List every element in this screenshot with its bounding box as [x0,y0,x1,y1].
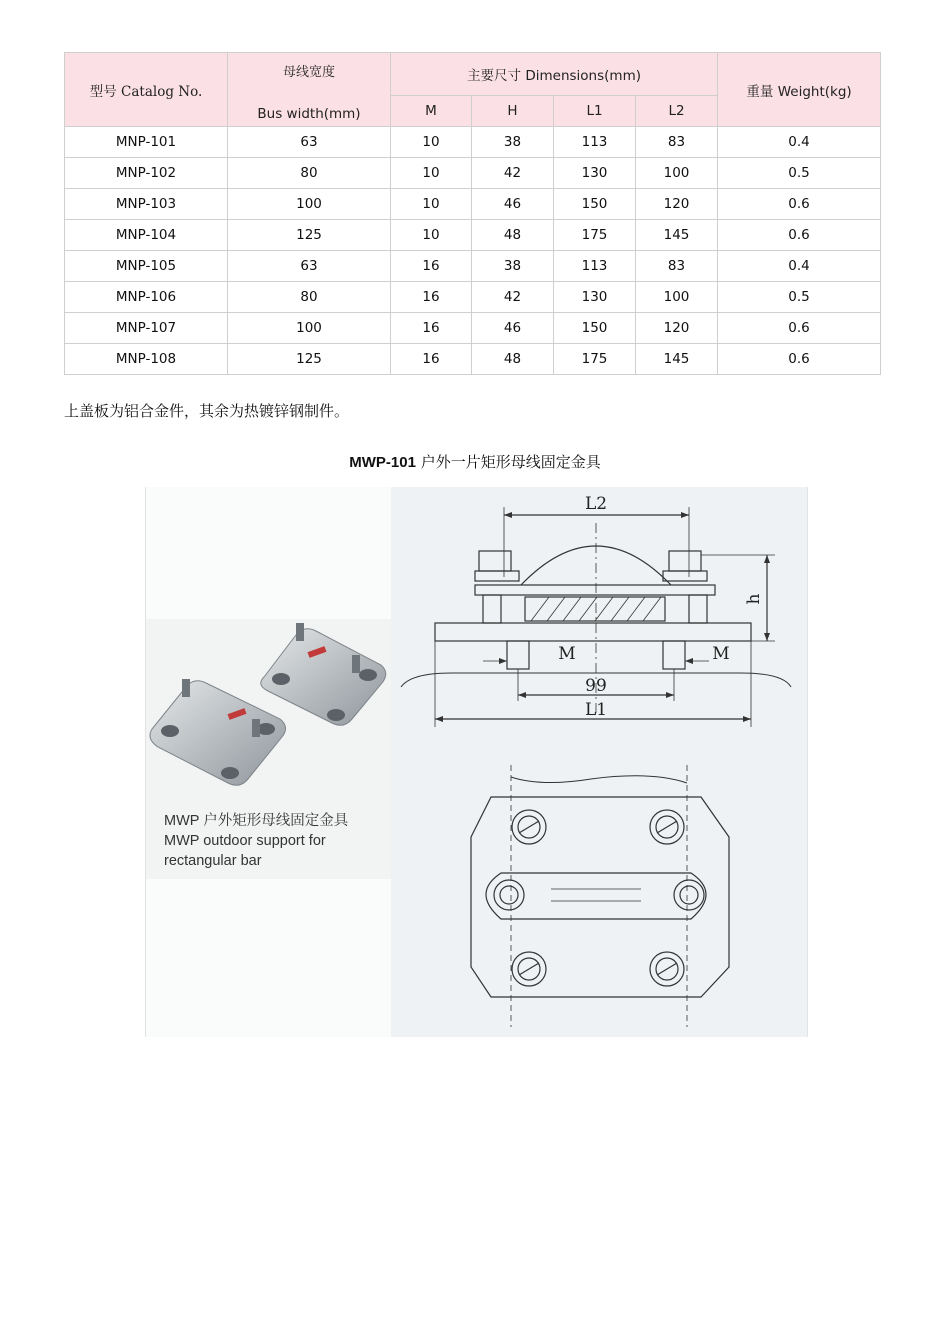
cell-h: 46 [472,189,554,220]
photo-caption [164,811,348,871]
cell-l2: 145 [636,220,718,251]
cell-h: 38 [472,251,554,282]
header-bus-width [228,53,391,127]
header-catalog [65,53,228,127]
label-m-right: M [712,644,730,664]
product-photo [146,619,391,879]
product-figure [145,487,808,1037]
cell-catalog: MNP-108 [65,344,228,375]
cell-weight: 0.5 [718,158,881,189]
spacer-right [689,595,707,623]
cell-h: 42 [472,158,554,189]
cell-weight: 0.4 [718,127,881,158]
cell-l1: 175 [554,220,636,251]
cell-l2: 120 [636,313,718,344]
label-m-left: M [558,644,576,664]
photo-caption-cn: MWP 户外矩形母线固定金具 [164,813,349,829]
cell-l1: 130 [554,158,636,189]
label-spacing: 99 [585,676,607,696]
l1-arrow-right [743,716,751,722]
cell-catalog: MNP-107 [65,313,228,344]
cell-h: 48 [472,220,554,251]
material-note: 上盖板为铝合金件，其余为热镀锌钢制件。 [64,402,350,420]
bolt-head-left [479,551,511,571]
cell-l2: 83 [636,251,718,282]
cell-m: 10 [391,158,472,189]
cell-weight: 0.5 [718,282,881,313]
l1-arrow-left [435,716,443,722]
cell-catalog: MNP-105 [65,251,228,282]
header-dimensions [391,53,718,96]
cell-m: 16 [391,251,472,282]
header-dimensions-label: 主要尺寸 Dimensions(mm) [467,68,641,84]
drawing-svg [391,487,807,1037]
cell-m: 10 [391,220,472,251]
table-row [65,282,881,313]
spacer-left [483,595,501,623]
cell-h: 46 [472,313,554,344]
cell-l1: 113 [554,251,636,282]
header-h: H [472,96,554,127]
cell-bus-width: 80 [228,158,391,189]
plan-view [471,765,729,1027]
clamp-plate [475,585,715,595]
header-bus-width-cn: 母线宽度 [282,65,335,80]
plan-break-line [511,776,687,783]
cell-bus-width: 100 [228,189,391,220]
header-m: M [391,96,472,127]
cell-bus-width: 63 [228,127,391,158]
cell-l1: 175 [554,344,636,375]
cell-catalog: MNP-106 [65,282,228,313]
cell-weight: 0.6 [718,313,881,344]
spacing-arrow-left [518,692,526,698]
table-row [65,220,881,251]
cell-l1: 130 [554,282,636,313]
washer-left [475,571,519,581]
cell-l2: 83 [636,127,718,158]
bolt-shank-right [663,641,685,669]
spacing-arrow-right [666,692,674,698]
cell-l1: 150 [554,313,636,344]
cell-h: 48 [472,344,554,375]
cell-h: 42 [472,282,554,313]
bolt-shank-left [507,641,529,669]
cell-m: 16 [391,313,472,344]
cell-l2: 120 [636,189,718,220]
h-arrow-top [764,555,770,563]
cell-bus-width: 63 [228,251,391,282]
figure-title [0,451,950,472]
table-row [65,189,881,220]
header-bus-width-en: Bus width(mm) [257,106,361,122]
cell-h: 38 [472,127,554,158]
cell-bus-width: 125 [228,344,391,375]
l2-arrow-left [504,512,512,518]
cell-weight: 0.6 [718,344,881,375]
photo-caption-en-1: MWP outdoor support for [164,833,326,849]
plan-outline [471,797,729,997]
technical-drawing [391,487,807,1037]
spec-table [64,52,881,375]
photo-caption-en-2: rectangular bar [164,853,262,869]
cell-catalog: MNP-103 [65,189,228,220]
plan-clamp-plate [486,873,706,919]
cell-l1: 113 [554,127,636,158]
header-catalog-label: 型号 Catalog No. [89,83,203,100]
plan-bolts [494,810,704,986]
table-row [65,127,881,158]
cell-catalog: MNP-101 [65,127,228,158]
label-l1: L1 [584,700,608,720]
header-weight-label: 重量 Weight(kg) [746,83,852,100]
cell-catalog: MNP-102 [65,158,228,189]
table-row [65,158,881,189]
m-right-arrow [685,658,693,664]
header-l1: L1 [554,96,636,127]
cell-weight: 0.6 [718,220,881,251]
cell-bus-width: 100 [228,313,391,344]
cell-bus-width: 80 [228,282,391,313]
table-row [65,251,881,282]
bolt-head-right [669,551,701,571]
l2-arrow-right [681,512,689,518]
cell-weight: 0.4 [718,251,881,282]
table-row [65,344,881,375]
h-arrow-bottom [764,633,770,641]
cell-l2: 145 [636,344,718,375]
figure-model: MWP-101 [349,454,416,471]
cell-l1: 150 [554,189,636,220]
washer-right [663,571,707,581]
cell-m: 16 [391,282,472,313]
header-weight [718,53,881,127]
cell-l2: 100 [636,282,718,313]
cell-m: 10 [391,189,472,220]
figure-name: 户外一片矩形母线固定金具 [415,453,601,471]
cell-catalog: MNP-104 [65,220,228,251]
cell-l2: 100 [636,158,718,189]
cell-m: 10 [391,127,472,158]
label-h: h [744,593,764,605]
m-left-arrow [499,658,507,664]
base-plate [435,623,751,641]
cell-weight: 0.6 [718,189,881,220]
cell-bus-width: 125 [228,220,391,251]
header-l2: L2 [636,96,718,127]
cell-m: 16 [391,344,472,375]
label-l2: L2 [584,494,608,514]
table-row [65,313,881,344]
